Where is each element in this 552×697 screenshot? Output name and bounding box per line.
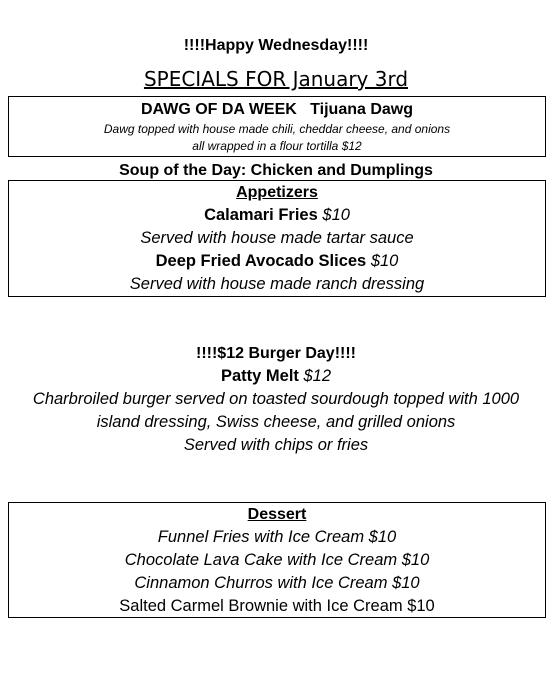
burger-name: Patty Melt: [220, 367, 299, 385]
dawg-description-2: all wrapped in a flour tortilla $12: [192, 139, 362, 153]
burger-item: [0, 365, 552, 388]
appetizer-price: $10: [322, 206, 350, 224]
burger-day-heading: !!!!$12 Burger Day!!!!: [195, 345, 356, 362]
dawg-name: Tijuana Dawg: [310, 101, 414, 118]
burger-description-2: island dressing, Swiss cheese, and grilled onions: [96, 413, 456, 431]
appetizer-description: Served with house made tartar sauce: [140, 229, 414, 247]
dawg-description-1: Dawg topped with house made chili, cheddar cheese, and onions: [103, 122, 451, 136]
dawg-heading: DAWG OF DA WEEK: [140, 101, 297, 118]
burger-description-1: Charbroiled burger served on toasted sourdough topped with 1000: [32, 390, 520, 408]
dessert-item: [9, 572, 545, 595]
dessert-box: [8, 502, 546, 618]
burger-price: $12: [303, 367, 332, 385]
appetizer-price: $10: [370, 252, 399, 270]
dawg-of-week-box: [8, 96, 546, 157]
appetizer-item: [9, 250, 545, 273]
burger-day-section: [0, 343, 552, 457]
dessert-item: Salted Carmel Brownie with Ice Cream $10: [119, 597, 435, 615]
appetizer-description: Served with house made ranch dressing: [129, 275, 425, 293]
appetizer-name: Calamari Fries: [204, 206, 318, 224]
soup-of-the-day: Soup of the Day: Chicken and Dumplings: [119, 162, 433, 179]
burger-description-3: Served with chips or fries: [183, 436, 369, 454]
appetizer-name: Deep Fried Avocado Slices: [155, 252, 367, 270]
dawg-heading-line: [9, 99, 545, 121]
appetizers-heading: Appetizers: [236, 184, 318, 201]
appetizers-box: [8, 180, 546, 297]
dessert-item: Funnel Fries with Ice Cream $10: [157, 528, 397, 546]
appetizer-item: [9, 204, 545, 227]
page-title: SPECIALS FOR January 3rd: [143, 67, 409, 91]
dessert-item-text: Cinnamon Churros with Ice Cream $10: [134, 574, 420, 592]
greeting: !!!!Happy Wednesday!!!!: [183, 37, 369, 54]
dessert-heading: Dessert: [247, 506, 307, 523]
dessert-item: Chocolate Lava Cake with Ice Cream $10: [124, 551, 430, 569]
